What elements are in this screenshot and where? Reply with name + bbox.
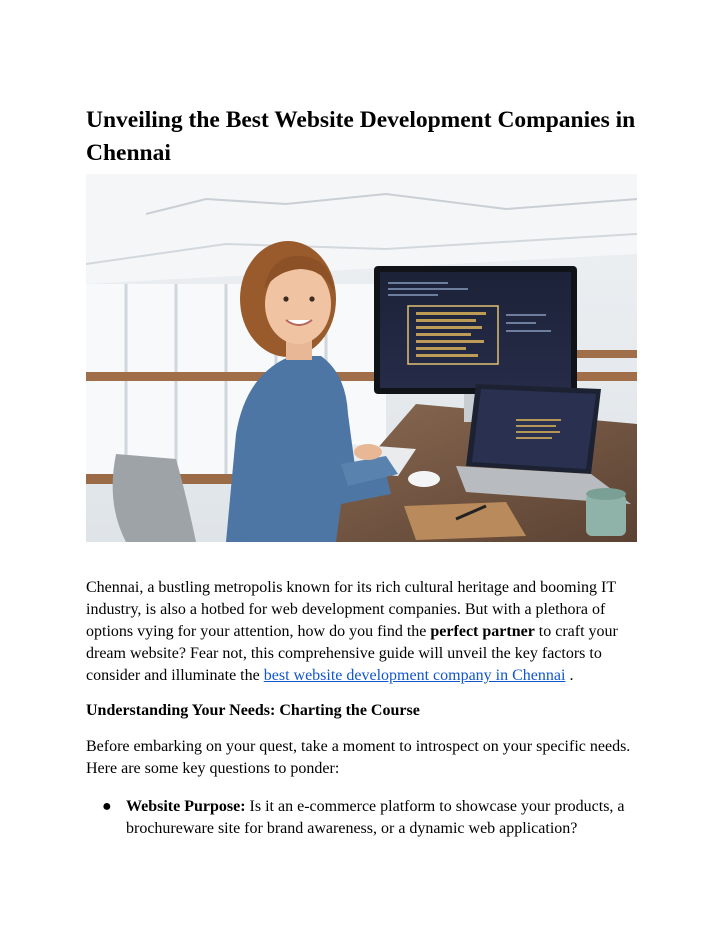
bullet-text: Is it an e-commerce platform to showcase your products, a brochureware site for brand awareness, or a dynamic web application? — [126, 798, 625, 837]
intro-text-middle: to craft your dream website? Fear not, this comprehensive guide will unveil the key factors to consider and illuminate the — [86, 623, 618, 684]
bullet-icon: ● — [102, 798, 112, 815]
company-link[interactable]: best website development company in Chennai — [263, 667, 566, 684]
page-title: Unveiling the Best Website Development Companies in Chennai — [86, 107, 636, 166]
hero-image — [86, 174, 637, 542]
intro-bold-phrase: perfect partner — [430, 623, 535, 640]
intro-paragraph — [86, 577, 646, 687]
questions-list — [86, 796, 646, 840]
intro-text-end: . — [565, 667, 574, 684]
section-heading: Understanding Your Needs: Charting the Course — [86, 702, 420, 719]
intro-text-start: Chennai, a bustling metropolis known for its rich cultural heritage and booming IT industry, is also a hotbed for web development companies. But with a plethora of options vying for your attention, how do you find the — [86, 579, 616, 640]
list-item — [86, 796, 646, 840]
needs-paragraph: Before embarking on your quest, take a moment to introspect on your specific needs. Here are some key questions to ponder: — [86, 738, 631, 777]
bullet-label: Website Purpose: — [126, 798, 246, 815]
